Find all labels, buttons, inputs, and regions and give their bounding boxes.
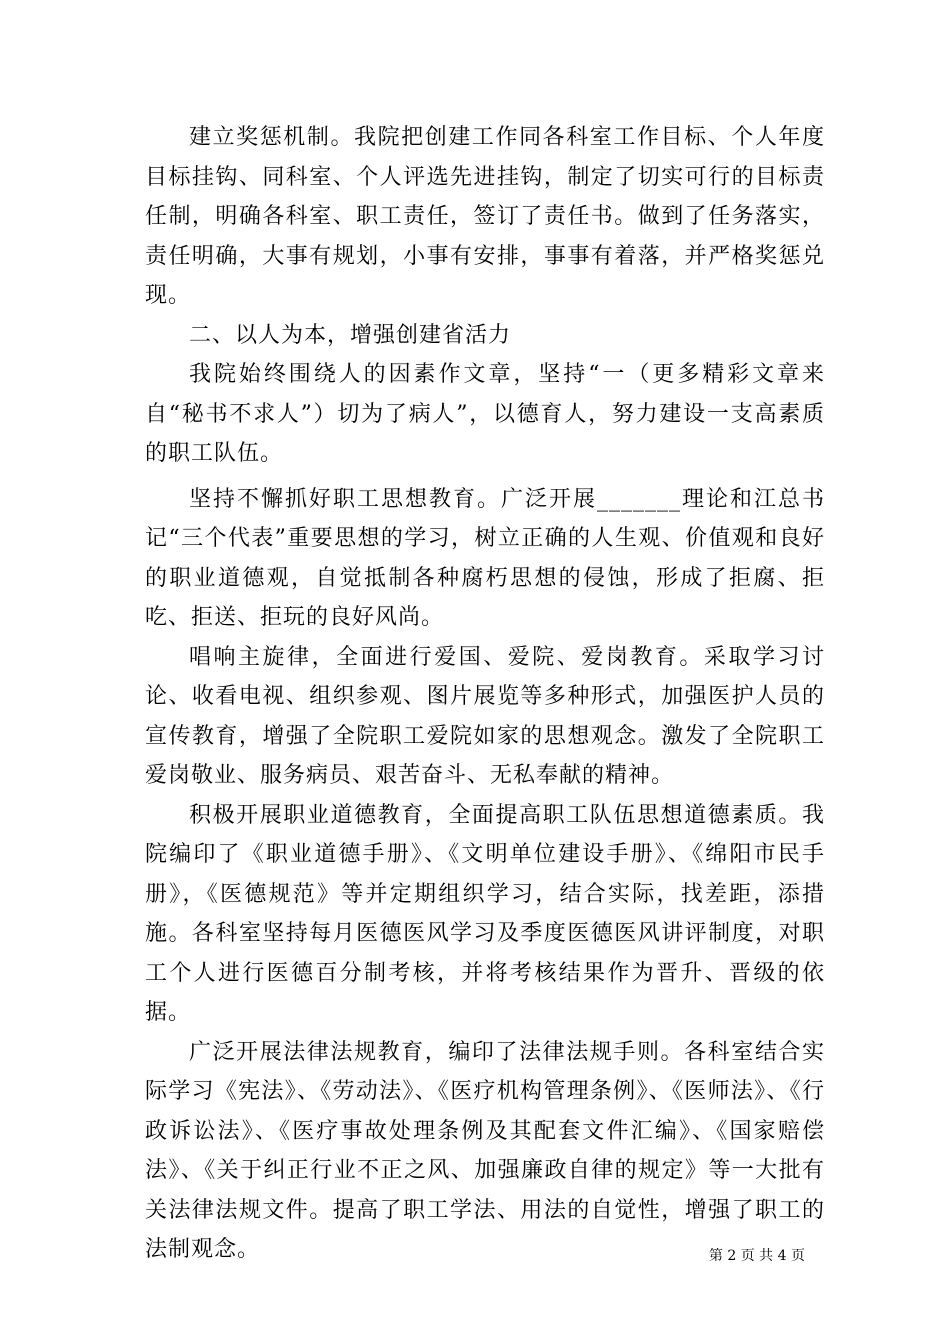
paragraph-ideological-education: 坚持不懈抓好职工思想教育。广泛开展_______理论和江总书记“三个代表”重要思想的学习，树立正确的人生观、价值观和良好的职业道德观，自觉抵制各种腐朽思想的侵蚀，形成了拒腐、拒吃、拒送、拒玩的良好风尚。: [145, 486, 825, 630]
page-number-footer: 第 2 页 共 4 页: [708, 1248, 805, 1264]
paragraph-human-factor: 我院始终围绕人的因素作文章，坚持“一（更多精彩文章来自“秘书不求人”）切为了病人”，以德育人，努力建设一支高素质的职工队伍。: [145, 362, 825, 466]
section-heading-people-oriented: 二、以人为本，增强创建省活力: [189, 322, 512, 348]
paragraph-reward-punishment: 建立奖惩机制。我院把创建工作同各科室工作目标、个人年度目标挂钩、同科室、个人评选先进挂钩，制定了切实可行的目标责任制，明确各科室、职工责任，签订了责任书。做到了任务落实，责任明确，大事有规划，小事有安排，事事有着落，并严格奖惩兑现。: [145, 125, 825, 308]
paragraph-patriotic-education: 唱响主旋律，全面进行爱国、爱院、爱岗教育。采取学习讨论、收看电视、组织参观、图片展览等多种形式，加强医护人员的宣传教育，增强了全院职工爱院如家的思想观念。激发了全院职工爱岗敬业、服务病员、艰苦奋斗、无私奉献的精神。: [145, 644, 825, 788]
document-body: [145, 118, 825, 1270]
paragraph-professional-ethics: 积极开展职业道德教育，全面提高职工队伍思想道德素质。我院编印了《职业道德手册》、《文明单位建设手册》、《绵阳市民手册》，《医德规范》等并定期组织学习，结合实际，找差距，添措施。各科室坚持每月医德医风学习及季度医德医风讲评制度，对职工个人进行医德百分制考核，并将考核结果作为晋升、晋级的依据。: [145, 802, 825, 1025]
paragraph-legal-education: 广泛开展法律法规教育，编印了法律法规手则。各科室结合实际学习《宪法》、《劳动法》、《医疗机构管理条例》、《医师法》、《行政诉讼法》、《医疗事故处理条例及其配套文件汇编》、《国家赔偿法》、《关于纠正行业不正之风、加强廉政自律的规定》等一大批有关法律法规文件。提高了职工学法、用法的自觉性，增强了职工的法制观念。: [145, 1039, 825, 1262]
